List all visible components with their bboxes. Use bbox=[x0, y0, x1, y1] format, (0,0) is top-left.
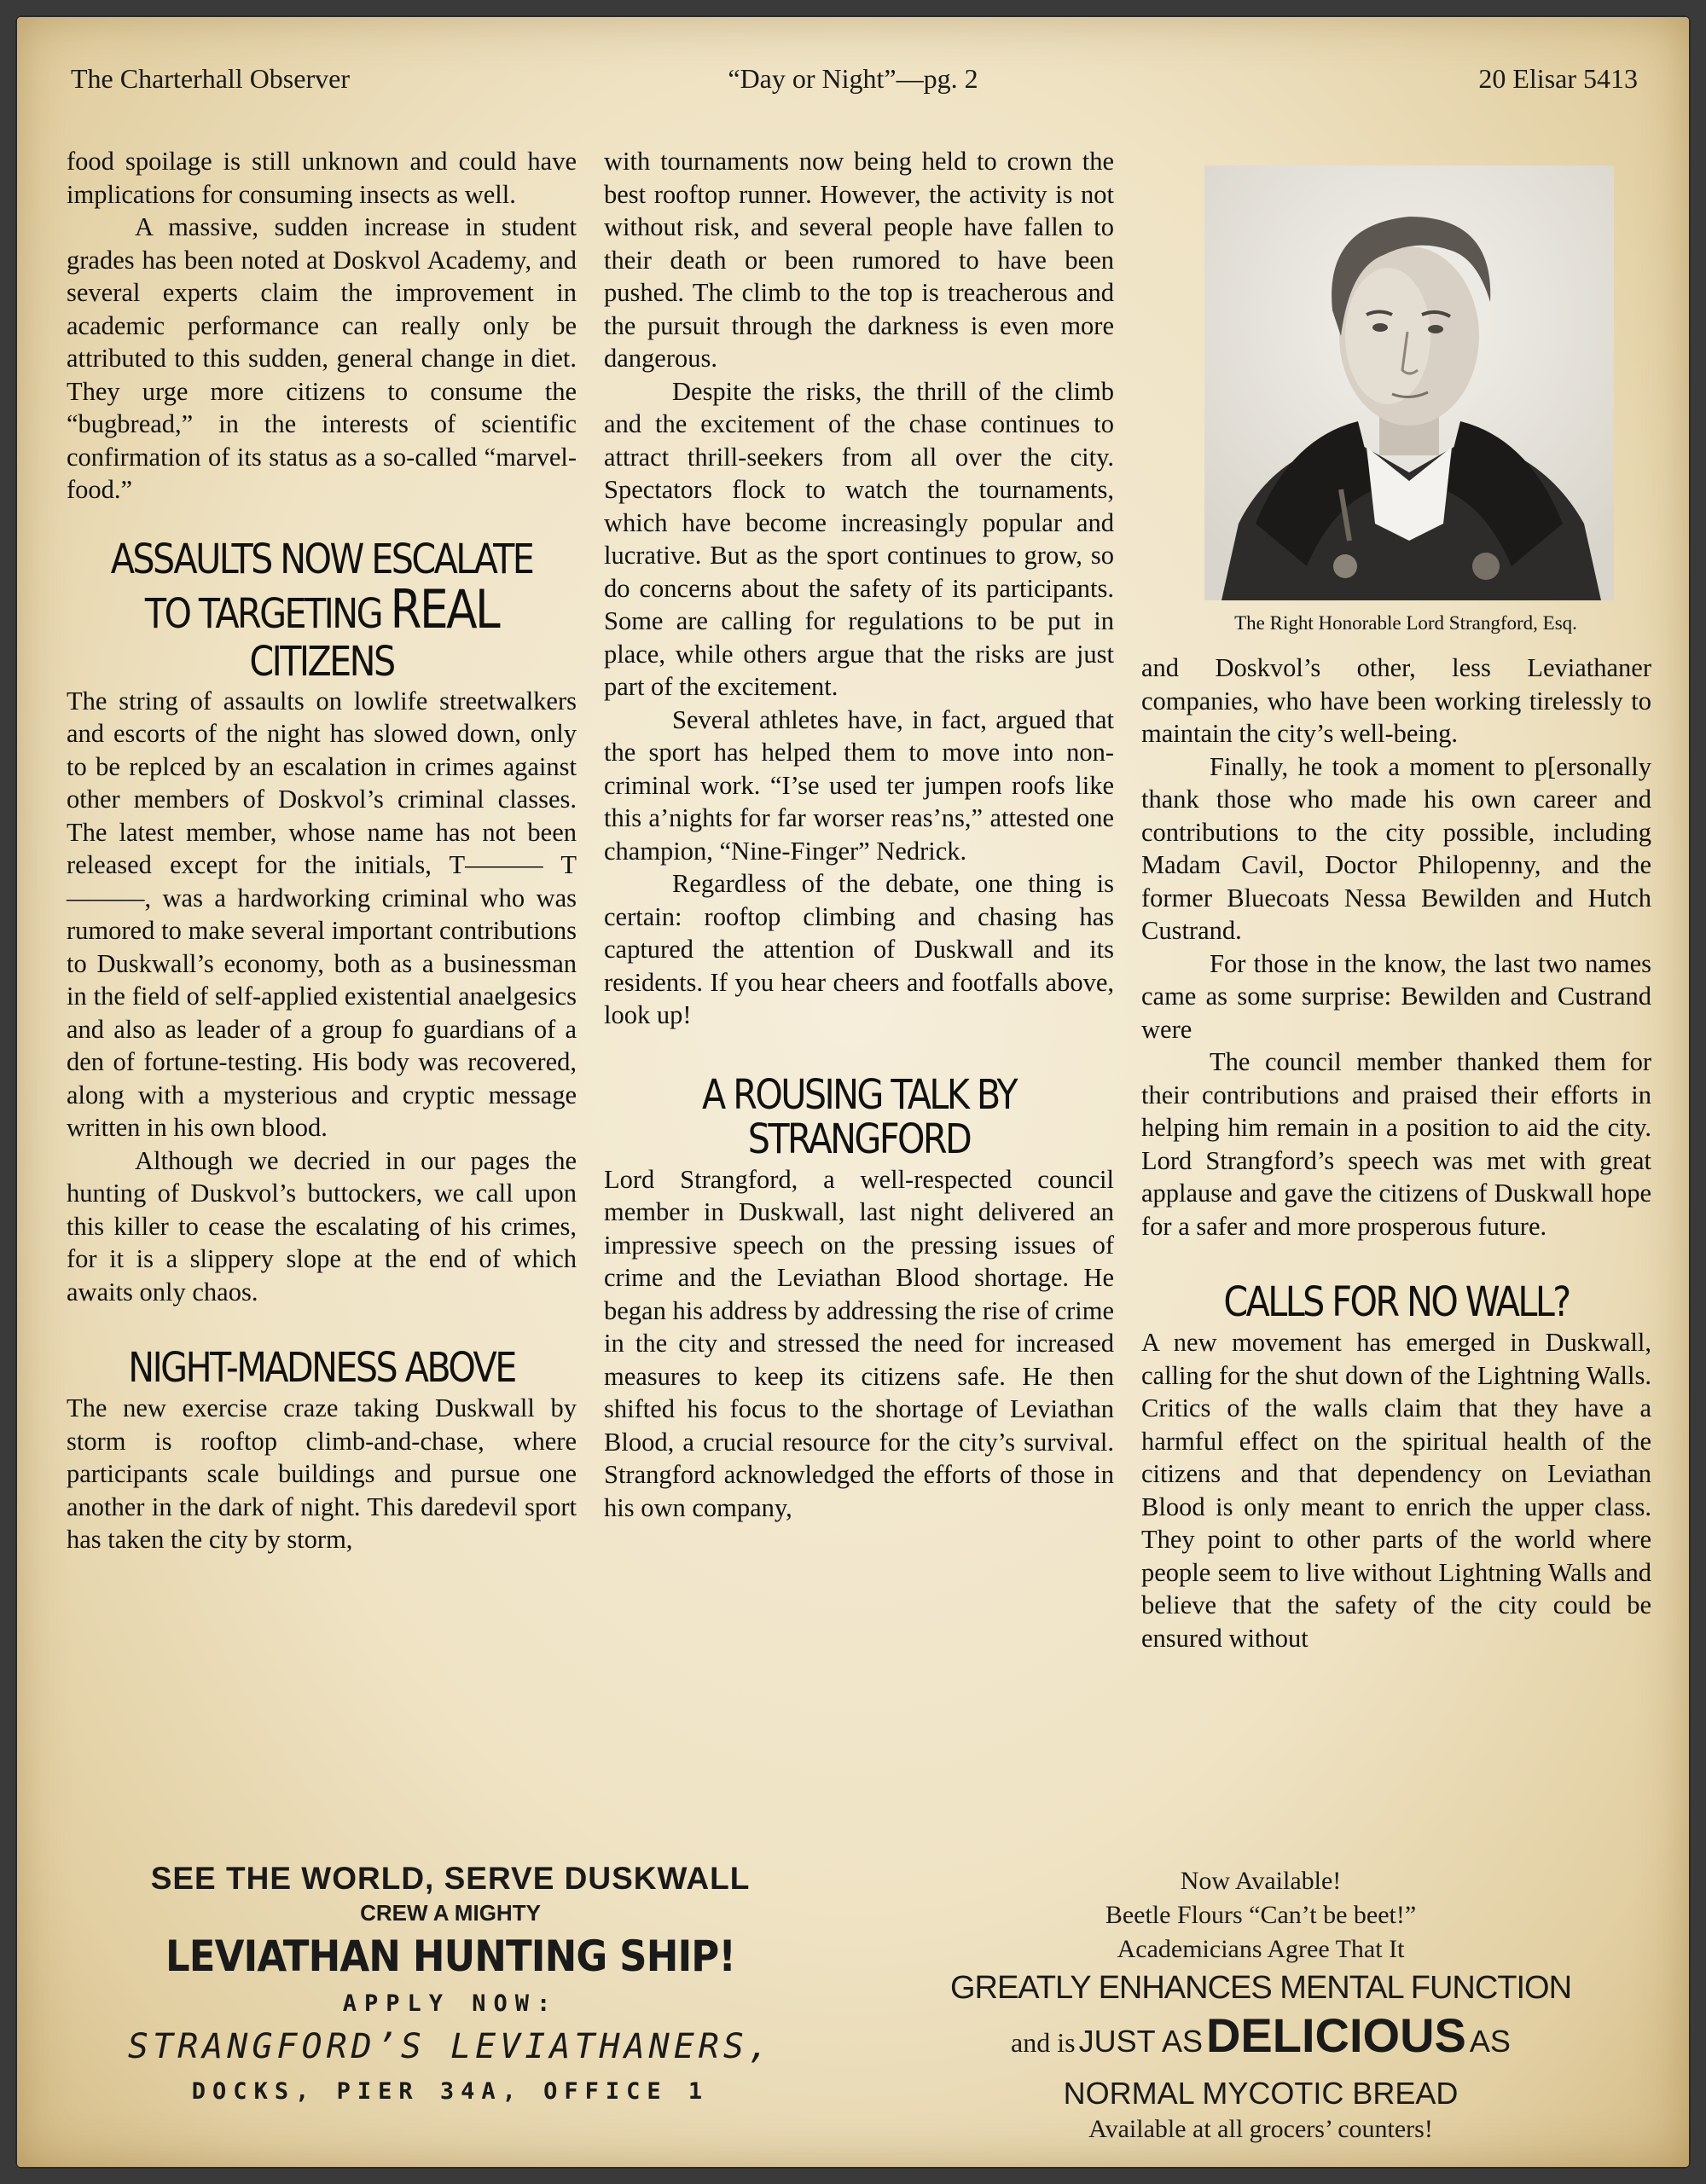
leviathan-ad bbox=[67, 1859, 834, 2113]
article-text: The new exercise craze taking Duskwall by storm is rooftop climb-and-chase, where participants scale buildings and pursue one another in the dark of night. This daredevil sport has taken the city by storm, bbox=[67, 1393, 577, 1554]
ad-word: AS bbox=[1469, 2024, 1511, 2059]
ad-line: Beetle Flours “Can’t be beet!” bbox=[1105, 1901, 1417, 1929]
ad-line: NORMAL MYCOTIC BREAD bbox=[1063, 2076, 1459, 2111]
headline-line: STRANGFORD bbox=[747, 1115, 971, 1163]
article-text: Finally, he took a moment to p[ersonally thank those who made his own career and contributions to the city possible, including Madam Cavil, Doctor Philopenny, and the former Bluecoats Nessa Bewilden and Hutch Custrand. bbox=[1141, 751, 1651, 945]
headline-part: TO TARGETING bbox=[144, 589, 381, 638]
article-text: A massive, sudden increase in student grades has been noted at Doskvol Academy, and several experts claim the improvement in academic performance can really only be attributed to this sudden, general change in diet. They urge more citizens to consume the “bugbread,” in the interests of scientific confirmation of its status as a so-called “marvel-food.” bbox=[67, 212, 577, 504]
column-2 bbox=[604, 145, 1114, 1524]
ad-line: Now Available! bbox=[1180, 1867, 1342, 1895]
article-text: and Doskvol’s other, less Leviathaner companies, who have been working tirelessly to maintain the city’s well-being. bbox=[1141, 653, 1651, 748]
ad-word: JUST AS bbox=[1078, 2024, 1203, 2059]
article-text: The string of assaults on lowlife streetwalkers and escorts of the night has slowed down, only to be replced by an escalation in crimes against other members of Doskvol’s criminal classes. The latest member, whose name has not been released except for the initials, T——— T———, was a hardworking criminal who was rumored to make several important contributions to Duskwall’s economy, both as a businessman in the field of self-applied existential anaelgesics and also as leader of a group fo guardians of a den of fortune-testing. His body was recovered, along with a mysterious and cryptic message written in his own blood. bbox=[67, 686, 577, 1142]
strangford-headline bbox=[604, 1070, 1114, 1163]
column-1 bbox=[67, 145, 577, 1556]
ad-line: STRANGFORD’S LEVIATHANERS, bbox=[127, 2027, 774, 2066]
headline-line bbox=[102, 577, 541, 640]
assaults-headline bbox=[67, 535, 577, 686]
ad-line: DOCKS, PIER 34A, OFFICE 1 bbox=[191, 2078, 710, 2105]
article-text: For those in the know, the last two names came as some surprise: Bewilden and Custrand were bbox=[1141, 948, 1651, 1044]
night-headline: NIGHT-MADNESS ABOVE bbox=[128, 1344, 515, 1392]
portrait-photo bbox=[1204, 165, 1614, 600]
newspaper-page bbox=[15, 15, 1691, 2169]
ad-line: Academicians Agree That It bbox=[1117, 1935, 1405, 1963]
headline-line: ASSAULTS NOW ESCALATE bbox=[110, 535, 533, 583]
article-text: with tournaments now being held to crown the best rooftop runner. However, the activity is not without risk, and several people have fallen to their death or been rumored to have been pushed. The climb to the top is treacherous and the pursuit through the darkness is even more dangerous. bbox=[604, 147, 1114, 373]
ad-line: CREW A MIGHTY bbox=[360, 1900, 541, 1926]
headline-emphasis: REAL bbox=[390, 577, 499, 640]
ad-word: and is bbox=[1011, 2027, 1076, 2058]
headline-line: CITIZENS bbox=[249, 637, 394, 686]
photo-caption: The Right Honorable Lord Strangford, Esq. bbox=[1234, 612, 1577, 634]
night-headline-block bbox=[67, 1346, 577, 1390]
column-3 bbox=[1141, 652, 1651, 1654]
article-text: food spoilage is still unknown and could have implications for consuming insects as well. bbox=[67, 147, 577, 209]
issue-date: 20 Elisar 5413 bbox=[1478, 63, 1638, 94]
ad-line bbox=[868, 2009, 1653, 2075]
ad-slogan: LEVIATHAN HUNTING SHIP! bbox=[165, 1932, 735, 1981]
wall-headline-block bbox=[1141, 1280, 1651, 1324]
article-text: Lord Strangford, a well-respected council member in Duskwall, last night delivered an impressive speech on the pressing issues of crime and the Leviathan Blood shortage. He began his address by addressing the rise of crime in the city and stressed the need for increased measures to keep its citizens safe. He then shifted his focus to the shortage of Leviathan Blood, a crucial resource for the city’s survival. Strangford acknowledged the efforts of those in his own company, bbox=[604, 1164, 1114, 1522]
portrait-illustration bbox=[1204, 165, 1614, 600]
ad-line: APPLY NOW: bbox=[342, 1990, 559, 2017]
wall-headline: CALLS FOR NO WALL? bbox=[1223, 1278, 1570, 1326]
beetle-flour-ad bbox=[868, 1864, 1653, 2146]
headline-line: A ROUSING TALK BY bbox=[702, 1070, 1016, 1119]
paper-name: The Charterhall Observer bbox=[71, 63, 350, 94]
article-text: Despite the risks, the thrill of the climb and the excitement of the chase continues to attract thrill-seekers from all over the city. Spectators flock to watch the tournaments, which have become increasingly popular and lucrative. But as the sport continues to grow, so do concerns about the safety of its participants. Some are calling for regulations to be put in place, while others argue that the risks are just part of the excitement. bbox=[604, 376, 1114, 701]
ad-line: SEE THE WORLD, SERVE DUSKWALL bbox=[150, 1861, 751, 1896]
article-text: A new movement has emerged in Duskwall, calling for the shut down of the Lightning Walls. Critics of the walls claim that they have a harmful effect on the spiritual health of the citizens and that dependency on Leviathan Blood is only meant to enrich the upper class. They point to other parts of the world where people seem to live without Lightning Walls and believe that the safety of the city could be ensured without bbox=[1141, 1328, 1651, 1653]
article-text: The council member thanked them for their contributions and praised their efforts in helping him remain in a position to aid the city. Lord Strangford’s speech was met with great applause and gave the citizens of Duskwall hope for a safer and more prosperous future. bbox=[1141, 1047, 1651, 1241]
article-text: Although we decried in our pages the hunting of Duskvol’s buttockers, we call upon this killer to cease the escalating of his crimes, for it is a slippery slope at the end of which awaits only chaos. bbox=[67, 1145, 577, 1306]
article-text: Regardless of the debate, one thing is certain: rooftop climbing and chasing has captured the attention of Duskwall and its residents. If you hear cheers and footfalls above, look up! bbox=[604, 869, 1114, 1029]
ad-line: Available at all grocers’ counters! bbox=[1088, 2115, 1433, 2143]
ad-line: GREATLY ENHANCES MENTAL FUNCTION bbox=[949, 1970, 1572, 2006]
ad-emphasis: DELICIOUS bbox=[1205, 2008, 1466, 2062]
article-text: Several athletes have, in fact, argued that the sport has helped them to move into non-criminal work. “I’se used ter jumpen roofs like this a’nights for far worser reas’ns,” attested one champion, “Nine-Finger” Nedrick. bbox=[604, 704, 1114, 866]
page-label: “Day or Night”—pg. 2 bbox=[728, 63, 978, 94]
